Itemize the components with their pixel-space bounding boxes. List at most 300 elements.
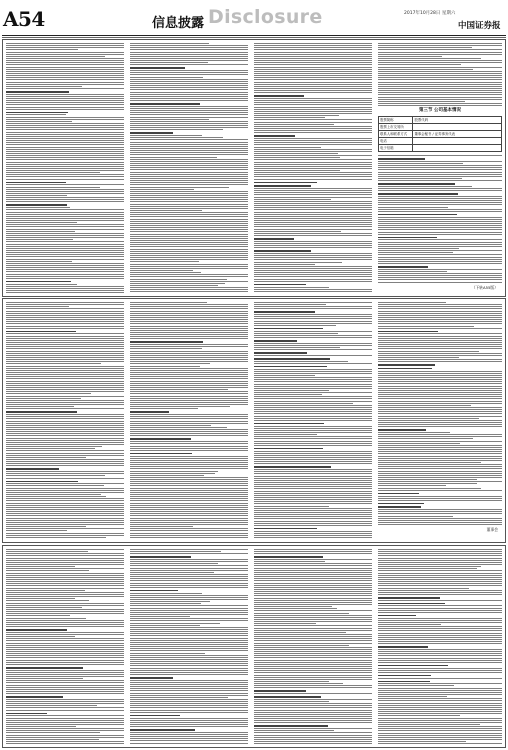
text-line xyxy=(6,265,124,266)
text-line xyxy=(6,319,124,320)
table-cell-key: 股票上市交易所 xyxy=(379,124,413,131)
text-line xyxy=(378,696,447,697)
text-line xyxy=(6,88,124,89)
text-line xyxy=(130,199,248,200)
text-line xyxy=(6,274,124,275)
text-line xyxy=(130,616,190,617)
text-line xyxy=(254,625,372,626)
text-line xyxy=(6,125,124,126)
text-line xyxy=(130,146,248,147)
text-line xyxy=(254,710,372,711)
text-line xyxy=(254,284,306,286)
text-line xyxy=(130,561,248,562)
text-line xyxy=(378,429,426,431)
text-line xyxy=(6,728,124,729)
text-line xyxy=(6,376,124,377)
text-line xyxy=(6,518,124,519)
text-line xyxy=(130,595,248,596)
text-line xyxy=(254,670,372,671)
text-line xyxy=(378,608,502,609)
text-line xyxy=(6,271,124,272)
text-line xyxy=(254,130,372,131)
text-line xyxy=(254,664,372,665)
text-line xyxy=(254,578,372,579)
text-line xyxy=(378,668,502,669)
text-line xyxy=(130,221,248,222)
text-line xyxy=(254,615,372,616)
text-line xyxy=(6,600,89,601)
text-line xyxy=(130,475,204,476)
text-line xyxy=(378,244,502,245)
text-line xyxy=(6,214,124,215)
table-row xyxy=(379,145,502,152)
text-line xyxy=(130,488,248,489)
text-line xyxy=(254,122,372,123)
text-line xyxy=(254,619,372,620)
board-signature: 董事会 xyxy=(486,527,498,533)
text-line xyxy=(254,653,372,654)
text-line xyxy=(130,67,185,69)
text-line xyxy=(6,396,124,397)
text-line xyxy=(254,553,372,554)
text-line xyxy=(130,129,223,130)
text-line xyxy=(378,373,502,374)
text-line xyxy=(130,674,248,675)
text-line xyxy=(6,448,95,449)
text-line xyxy=(254,201,372,202)
text-line xyxy=(130,83,248,84)
table-cell-key: 电子信箱 xyxy=(379,145,413,152)
text-line xyxy=(254,371,372,372)
text-line xyxy=(254,457,372,458)
text-line xyxy=(378,566,481,567)
text-line xyxy=(6,49,78,50)
text-line xyxy=(6,276,124,277)
text-line xyxy=(6,281,71,283)
text-line xyxy=(378,174,502,175)
text-line xyxy=(378,468,502,469)
text-line xyxy=(254,182,317,184)
text-line xyxy=(378,436,502,437)
text-line xyxy=(130,174,248,175)
text-line xyxy=(6,618,86,619)
text-line xyxy=(6,400,124,401)
text-line xyxy=(254,693,372,694)
text-line xyxy=(254,124,334,125)
text-line xyxy=(130,648,248,649)
text-line xyxy=(254,660,372,661)
text-line xyxy=(254,179,372,180)
text-line xyxy=(130,496,248,497)
text-line xyxy=(378,77,502,78)
text-line xyxy=(254,117,325,118)
text-line xyxy=(6,346,124,347)
text-line xyxy=(6,370,124,371)
text-line xyxy=(254,707,372,708)
text-line xyxy=(130,408,198,409)
text-line xyxy=(130,738,248,739)
text-line xyxy=(378,610,502,611)
text-line xyxy=(378,371,502,372)
text-line xyxy=(254,71,372,72)
text-line xyxy=(254,428,372,429)
text-line xyxy=(254,153,338,154)
text-line xyxy=(6,132,124,133)
text-line xyxy=(254,432,372,433)
text-line xyxy=(6,643,124,644)
text-line xyxy=(254,482,372,483)
text-line xyxy=(130,363,210,364)
text-line xyxy=(6,533,124,534)
text-line xyxy=(378,622,502,623)
text-line xyxy=(254,476,372,477)
text-column xyxy=(378,549,502,744)
text-line xyxy=(254,448,323,450)
text-line xyxy=(130,473,215,474)
text-line xyxy=(130,705,248,706)
text-line xyxy=(6,231,75,232)
text-line xyxy=(254,506,329,507)
text-line xyxy=(6,471,124,472)
text-line xyxy=(378,709,502,710)
text-line xyxy=(254,226,372,227)
text-line xyxy=(6,705,97,706)
text-line xyxy=(378,560,502,561)
text-line xyxy=(254,426,372,427)
text-line xyxy=(254,602,372,603)
text-line xyxy=(130,346,248,347)
page-number: A54 xyxy=(3,7,45,31)
text-line xyxy=(6,473,124,474)
text-line xyxy=(6,259,124,260)
text-line xyxy=(6,670,124,671)
text-line xyxy=(378,707,502,708)
text-line xyxy=(6,344,124,345)
text-line xyxy=(378,692,502,693)
text-line xyxy=(254,140,372,141)
text-line xyxy=(6,244,124,245)
text-line xyxy=(6,302,124,303)
text-line xyxy=(6,570,89,571)
section-title-cn: 信息披露 xyxy=(152,16,205,31)
text-line xyxy=(6,304,124,305)
text-line xyxy=(254,64,372,65)
text-line xyxy=(378,477,502,478)
text-line xyxy=(254,531,372,532)
text-line xyxy=(254,576,372,577)
text-line xyxy=(378,246,502,247)
text-line xyxy=(130,665,248,666)
text-line xyxy=(6,290,124,291)
text-line xyxy=(254,630,372,631)
text-line xyxy=(254,335,372,336)
text-line xyxy=(378,49,502,50)
text-line xyxy=(6,229,124,230)
text-line xyxy=(130,441,248,442)
text-line xyxy=(378,97,502,98)
text-line xyxy=(254,445,372,446)
text-line xyxy=(130,418,248,419)
text-line xyxy=(254,151,372,152)
text-line xyxy=(378,438,473,439)
text-line xyxy=(130,695,248,696)
text-column xyxy=(130,43,248,293)
text-line xyxy=(6,237,124,238)
text-line xyxy=(254,484,372,485)
text-line xyxy=(254,205,372,206)
text-line xyxy=(254,518,372,519)
text-line xyxy=(378,518,502,519)
text-line xyxy=(130,729,195,731)
text-line xyxy=(6,254,124,255)
text-line xyxy=(254,478,372,479)
text-line xyxy=(130,391,248,392)
text-line xyxy=(130,321,248,322)
text-line xyxy=(130,313,248,314)
masthead-rule xyxy=(2,35,506,36)
text-line xyxy=(378,390,502,391)
text-line xyxy=(130,376,248,377)
text-line xyxy=(130,110,248,111)
text-line xyxy=(378,403,502,404)
text-line xyxy=(254,291,372,292)
text-line xyxy=(130,507,248,508)
text-line xyxy=(6,730,124,731)
text-line xyxy=(6,732,100,733)
text-line xyxy=(6,84,124,85)
text-line xyxy=(6,199,124,200)
text-line xyxy=(254,516,372,517)
text-line xyxy=(254,685,372,686)
text-line xyxy=(254,471,372,472)
text-line xyxy=(130,216,248,217)
text-line xyxy=(6,503,124,504)
text-line xyxy=(130,406,230,407)
text-line xyxy=(130,661,248,662)
text-line xyxy=(6,127,124,128)
text-line xyxy=(378,715,460,716)
text-line xyxy=(6,594,124,595)
text-line xyxy=(6,522,124,523)
text-line xyxy=(378,641,502,642)
text-line xyxy=(6,389,124,390)
text-line xyxy=(130,672,248,673)
text-line xyxy=(254,528,317,530)
text-line xyxy=(254,75,372,76)
text-line xyxy=(130,736,248,737)
text-line xyxy=(130,635,248,636)
text-line xyxy=(130,565,248,566)
text-line xyxy=(378,488,481,489)
text-line xyxy=(130,421,248,422)
text-line xyxy=(130,640,248,641)
text-line xyxy=(6,444,124,445)
text-line xyxy=(254,681,329,682)
text-line xyxy=(6,123,124,124)
text-line xyxy=(254,390,329,391)
text-line xyxy=(378,94,502,95)
text-line xyxy=(130,524,248,525)
text-line xyxy=(130,663,248,664)
text-line xyxy=(378,675,431,677)
text-line xyxy=(6,707,124,708)
text-line xyxy=(6,613,124,614)
text-line xyxy=(254,274,372,275)
text-line xyxy=(6,340,124,341)
text-line xyxy=(254,701,329,702)
text-line xyxy=(6,461,124,462)
text-line xyxy=(130,96,248,97)
text-line xyxy=(6,378,124,379)
text-line xyxy=(6,678,83,679)
text-line xyxy=(6,292,124,293)
text-line xyxy=(378,198,502,199)
text-line xyxy=(6,195,67,196)
text-line xyxy=(130,682,248,683)
text-line xyxy=(6,622,124,623)
text-line xyxy=(130,54,248,55)
text-line xyxy=(378,277,502,278)
text-line xyxy=(254,675,372,676)
text-line xyxy=(254,683,343,684)
text-line xyxy=(254,623,316,624)
text-line xyxy=(6,701,124,702)
text-line xyxy=(6,645,124,646)
text-line xyxy=(6,634,124,635)
text-line xyxy=(378,620,502,621)
text-line xyxy=(254,73,372,74)
text-line xyxy=(130,597,248,598)
text-line xyxy=(130,94,248,95)
text-line xyxy=(6,189,124,190)
text-line xyxy=(130,625,200,626)
text-line xyxy=(378,67,502,68)
text-line xyxy=(378,306,502,307)
text-line xyxy=(130,701,248,702)
text-line xyxy=(378,252,453,253)
text-line xyxy=(254,728,372,729)
text-line xyxy=(130,460,248,461)
text-column xyxy=(130,302,248,539)
text-line xyxy=(6,321,124,322)
text-line xyxy=(254,86,372,87)
text-line xyxy=(130,100,248,101)
text-line xyxy=(6,682,124,683)
text-line xyxy=(130,563,218,564)
text-line xyxy=(130,374,248,375)
text-line xyxy=(130,114,248,115)
text-line xyxy=(130,201,248,202)
text-line xyxy=(378,722,502,723)
text-line xyxy=(130,182,248,183)
text-line xyxy=(6,82,124,83)
text-line xyxy=(6,605,124,606)
text-line xyxy=(378,99,502,100)
text-line xyxy=(254,655,372,656)
text-line xyxy=(6,475,105,476)
text-line xyxy=(130,304,248,305)
text-line xyxy=(378,223,502,224)
text-line xyxy=(254,574,372,575)
text-line xyxy=(254,499,372,500)
text-line xyxy=(254,463,372,464)
text-line xyxy=(130,236,248,237)
text-line xyxy=(378,269,502,270)
text-line xyxy=(6,75,124,76)
text-line xyxy=(6,609,124,610)
text-line xyxy=(6,385,124,386)
text-line xyxy=(6,129,124,130)
text-line xyxy=(378,588,469,589)
text-line xyxy=(6,317,124,318)
text-line xyxy=(130,372,248,373)
text-line xyxy=(378,186,472,187)
text-line xyxy=(378,483,477,484)
text-line xyxy=(6,235,124,236)
text-line xyxy=(254,604,372,605)
text-line xyxy=(6,261,72,262)
text-line xyxy=(254,705,372,706)
text-line xyxy=(378,558,502,559)
text-line xyxy=(378,564,502,565)
text-line xyxy=(254,347,340,348)
text-line xyxy=(130,574,248,575)
text-line xyxy=(6,73,124,74)
text-line xyxy=(254,109,372,110)
text-line xyxy=(130,45,248,46)
text-line xyxy=(6,308,124,309)
text-line xyxy=(378,52,502,53)
text-line xyxy=(378,551,502,552)
text-line xyxy=(6,691,124,692)
text-line xyxy=(130,703,248,704)
text-line xyxy=(254,250,311,252)
text-line xyxy=(378,730,502,731)
text-line xyxy=(130,361,248,362)
text-line xyxy=(254,209,372,210)
text-line xyxy=(6,168,124,169)
text-line xyxy=(254,580,372,581)
text-line xyxy=(254,377,372,378)
text-line xyxy=(130,103,200,105)
text-line xyxy=(130,511,248,512)
text-line xyxy=(378,178,462,179)
text-line xyxy=(378,60,502,61)
text-line xyxy=(6,222,77,223)
text-line xyxy=(6,485,104,486)
text-line xyxy=(6,91,69,93)
text-line xyxy=(6,718,124,719)
text-line xyxy=(130,70,248,71)
text-line xyxy=(254,119,372,120)
text-line xyxy=(254,469,372,470)
text-line xyxy=(254,732,372,733)
text-line xyxy=(130,355,248,356)
text-line xyxy=(378,58,481,59)
text-line xyxy=(378,193,458,195)
text-line xyxy=(378,86,502,87)
text-line xyxy=(378,204,502,205)
text-line xyxy=(130,726,248,727)
text-line xyxy=(6,54,124,55)
text-line xyxy=(130,315,248,316)
text-line xyxy=(6,442,124,443)
text-line xyxy=(254,316,372,317)
text-line xyxy=(6,355,124,356)
text-line xyxy=(130,551,221,552)
text-line xyxy=(130,77,203,78)
text-line xyxy=(130,479,248,480)
